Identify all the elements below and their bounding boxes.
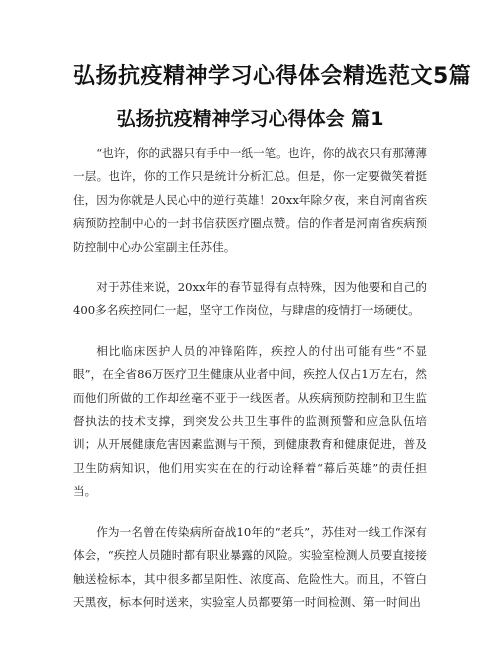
document-title: 弘扬抗疫精神学习心得体会精选范文5篇 <box>73 64 472 89</box>
section-title: 弘扬抗疫精神学习心得体会 篇1 <box>116 108 384 130</box>
paragraph-4: 作为一名曾在传染病所奋战10年的“老兵”，苏佳对一线工作深有体会，“疾控人员随时都有职业暴露的风险。实验室检测人员要直接接触送检标本，其中很多都呈阳性、浓度高、危险性大。而且，不管白天黑夜，标本何时送来，实验室人员都要第一时间检测、第一时间出 <box>73 524 427 609</box>
paragraph-3: 相比临床医护人员的冲锋陷阵，疾控人的付出可能有些“不显眼”，在全省86万医疗卫生健康从业者中间，疾控人仅占1万左右，然而他们所做的工作却丝毫不亚于一线医者。从疾病预防控制和卫生监督执法的技术支撑，到突发公共卫生事件的监测预警和应急队伍培训；从开展健康危害因素监测与干预，到健康教育和健康促进，普及卫生防病知识，他们用实实在在的行动诠释着“幕后英雄”的责任担当。 <box>73 343 427 499</box>
document-body <box>73 142 427 614</box>
paragraph-1: “也许，你的武器只有手中一纸一笔。也许，你的战衣只有那薄薄一层。也许，你的工作只是统计分析汇总。但是，你一定要微笑着挺住，因为你就是人民心中的逆行英雄！20xx年除夕夜，来自河南省疾病预防控制中心的一封书信获医疗圈点赞。信的作者是河南省疾病预防控制中心办公室副主任苏佳。 <box>73 146 427 254</box>
paragraph-2: 对于苏佳来说，20xx年的春节显得有点特殊，因为他要和自己的400多名疾控同仁一起，坚守工作岗位，与肆虐的疫情打一场硬仗。 <box>73 280 427 318</box>
